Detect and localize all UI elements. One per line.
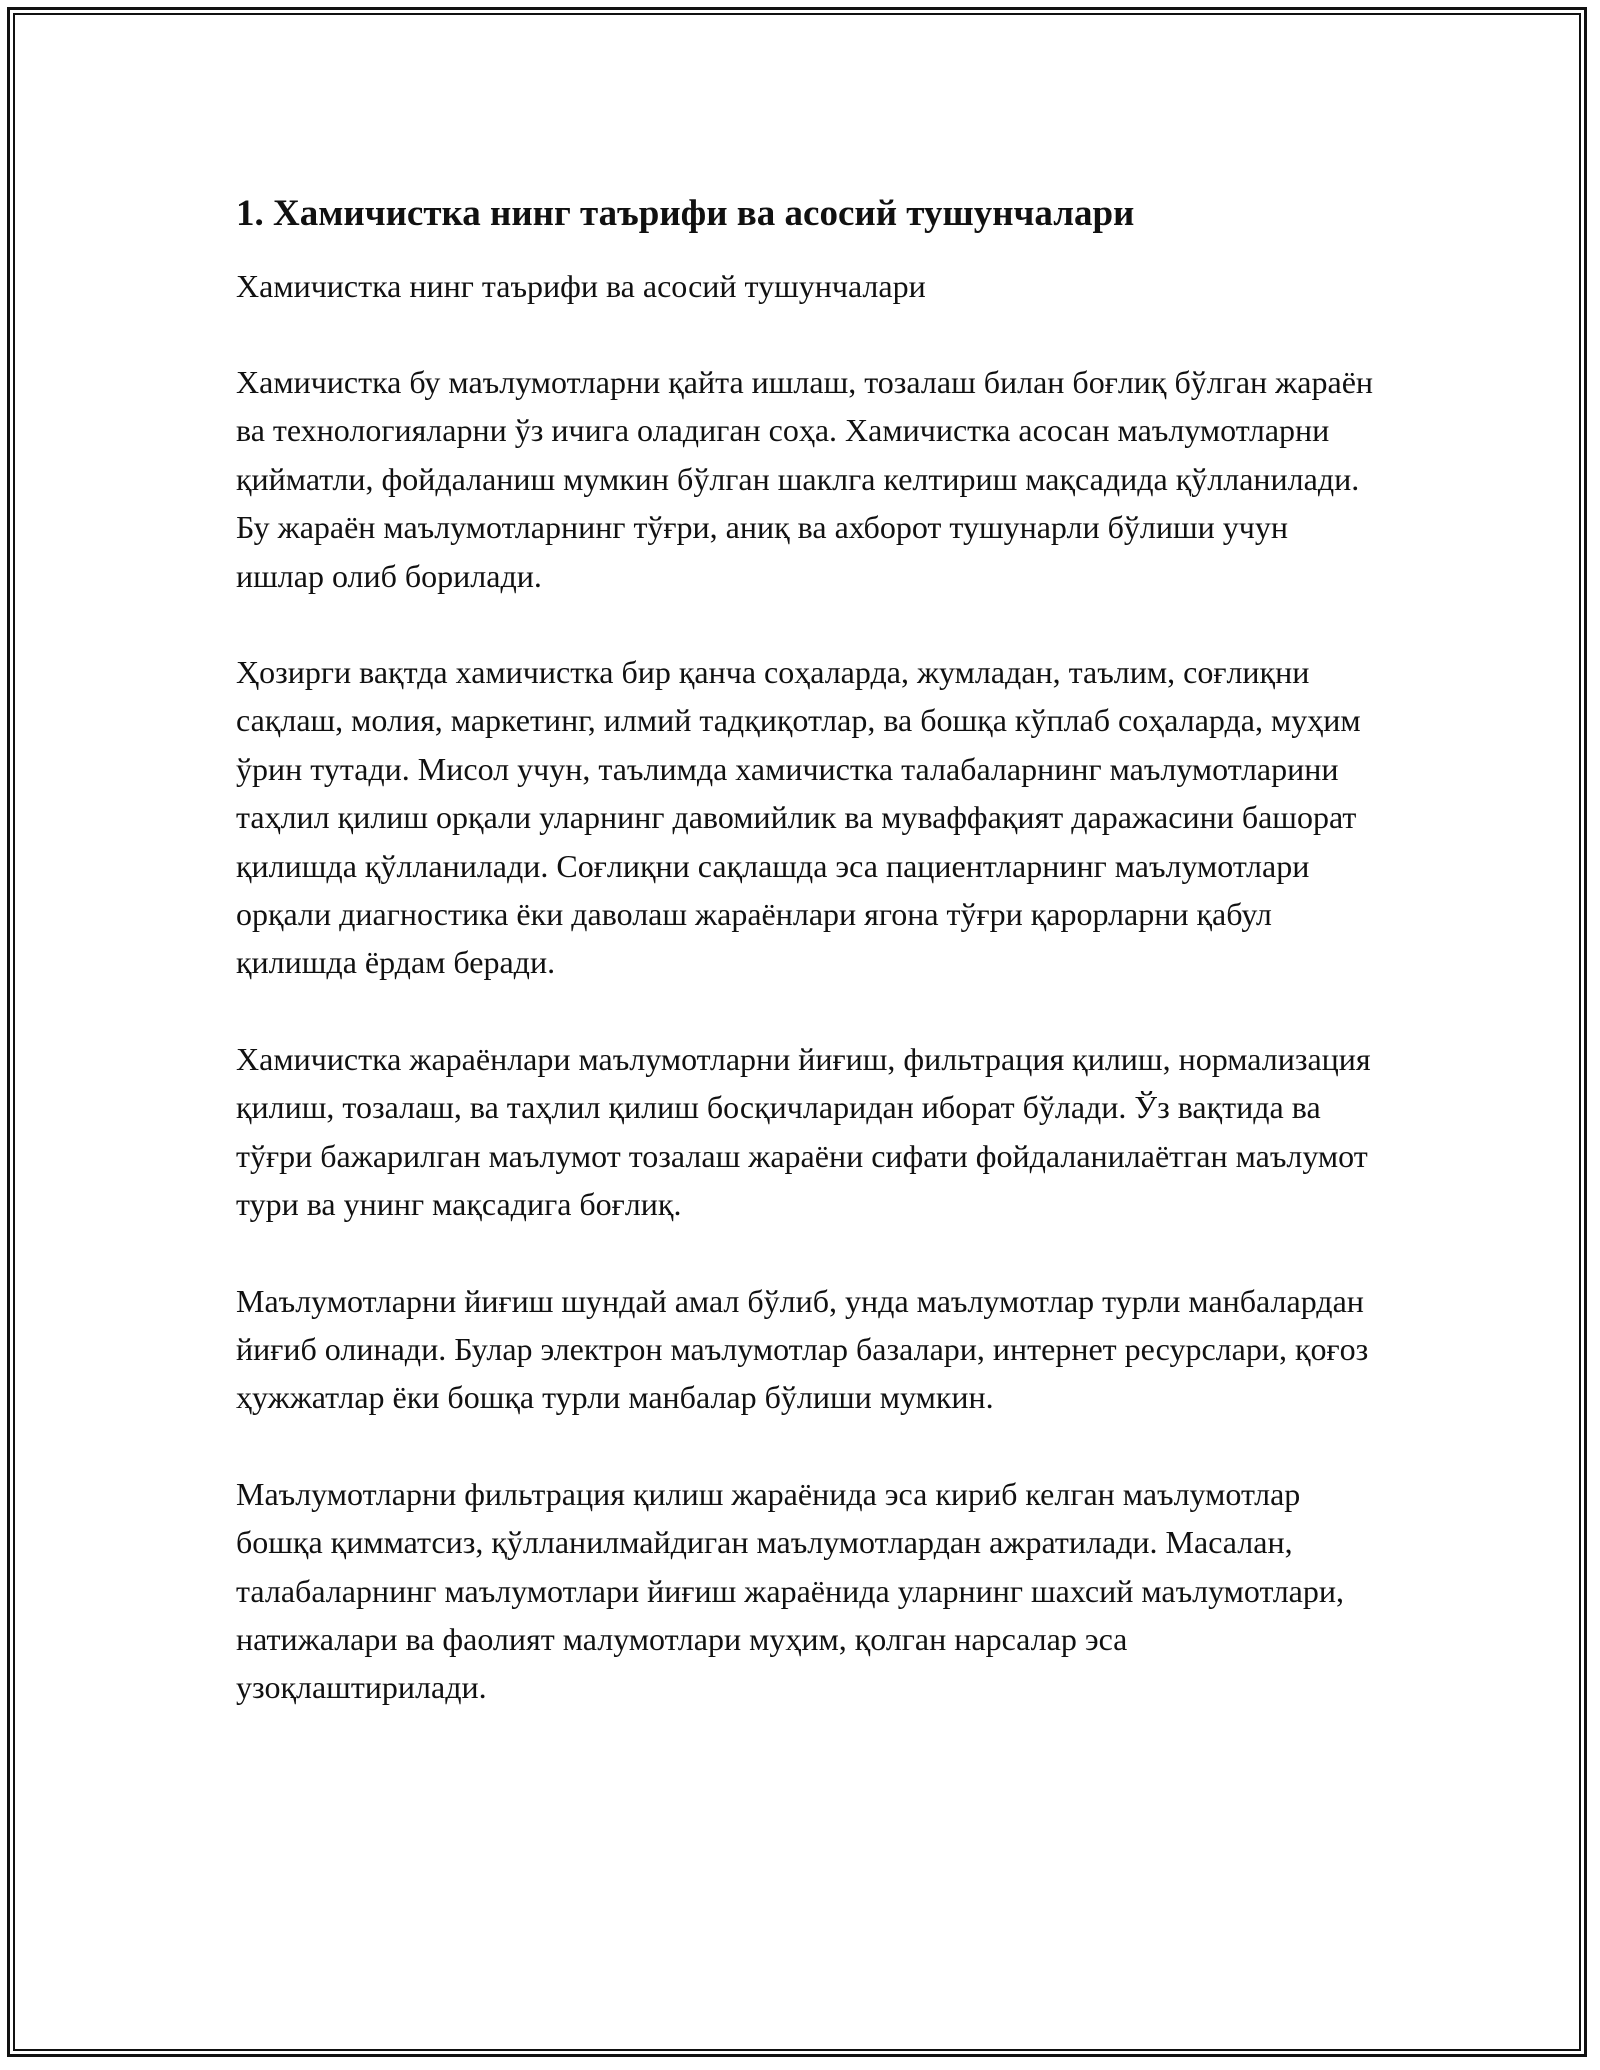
paragraph-data-collection: Маълумотларни йиғиш шундай амал бўлиб, унда маълумотлар турли манбалардан йиғиб олинади. Булар электрон маълумотлар базалари, интернет ресурслари, қоғоз ҳужжатлар ёки бошқа турли манбалар бўлиши мумкин. bbox=[236, 1282, 1369, 1416]
section-heading: 1. Хамичистка нинг таърифи ва асосий тушунчалари bbox=[236, 193, 1135, 234]
paragraph-data-filtering: Маълумотларни фильтрация қилиш жараёнида эса кириб келган маълумотлар бошқа қимматсиз, қўлланилмайдиган маълумотлардан ажратилади. Масалан, талабаларнинг маълумотлари йиғиш жараёнида уларнинг шахсий маълумотлари, натижалари ва фаолият малумотлари муҳим, қолган нарсалар эса узоқлаштирилади. bbox=[236, 1475, 1344, 1706]
paragraph-definition: Хамичистка бу маълумотларни қайта ишлаш, тозалаш билан боғлиқ бўлган жараён ва технологияларни ўз ичига оладиган соҳа. Хамичистка асосан маълумотларни қийматли, фойдаланиш мумкин бўлган шаклга келтириш мақсадида қўлланилади. Бу жараён маълумотларнинг тўғри, аниқ ва ахборот тушунарли бўлиши учун ишлар олиб борилади. bbox=[236, 364, 1374, 594]
section-subtitle: Хамичистка нинг таърифи ва асосий тушунчалари bbox=[236, 268, 926, 304]
document-body bbox=[236, 190, 1376, 1760]
paragraph-process-stages: Хамичистка жараёнлари маълумотларни йиғиш, фильтрация қилиш, нормализация қилиш, тозалаш, ва таҳлил қилиш босқичларидан иборат бўлади. Ўз вақтида ва тўғри бажарилган маълумот тозалаш жараёни сифати фойдаланилаётган маълумот тури ва унинг мақсадига боғлиқ. bbox=[236, 1040, 1371, 1223]
paragraph-applications: Ҳозирги вақтда хамичистка бир қанча соҳаларда, жумладан, таълим, соғлиқни сақлаш, молия, маркетинг, илмий тадқиқотлар, ва бошқа кўплаб соҳаларда, муҳим ўрин тутади. Мисол учун, таълимда хамичистка талабаларнинг маълумотларини таҳлил қилиш орқали уларнинг давомийлик ва муваффақият даражасини башорат қилишда қўлланилади. Соғлиқни сақлашда эса пациентларнинг маълумотлари орқали диагностика ёки даволаш жараёнлари ягона тўғри қарорларни қабул қилишда ёрдам беради. bbox=[236, 654, 1361, 981]
